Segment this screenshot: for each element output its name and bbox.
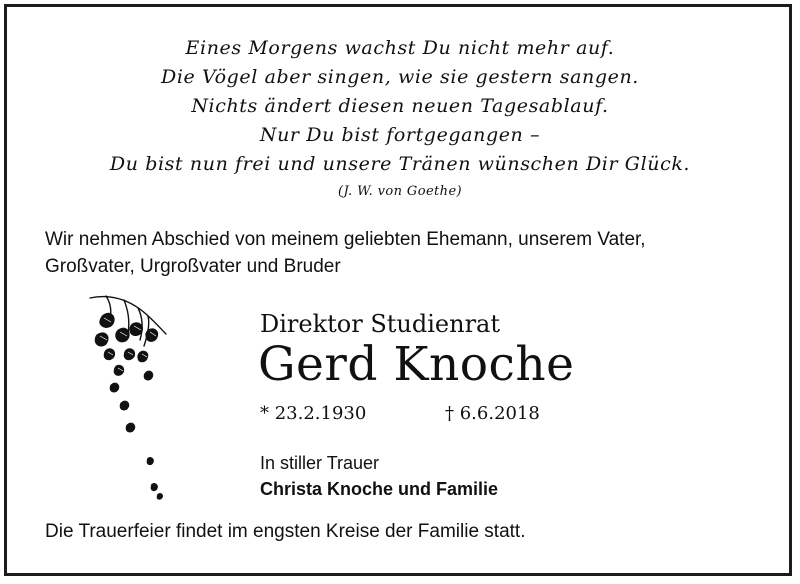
- intro-text: [45, 226, 765, 280]
- poem-source: (J. W. von Goethe): [337, 184, 463, 199]
- funeral-note: Die Trauerfeier findet im engsten Kreise der Familie statt.: [45, 521, 526, 542]
- poem-line-5: Du bist nun frei und unsere Tränen wünschen Dir Glück.: [109, 153, 691, 175]
- mourners-label: In stiller Trauer: [260, 453, 380, 473]
- falling-leaves-branch-icon: [88, 290, 178, 505]
- birth-date: * 23.2.1930: [260, 403, 367, 424]
- deceased-name: Gerd Knoche: [258, 337, 575, 392]
- poem-line-3: Nichts ändert diesen neuen Tagesablauf.: [191, 95, 609, 117]
- poem-line-1: Eines Morgens wachst Du nicht mehr auf.: [185, 37, 615, 59]
- mourners-names: Christa Knoche und Familie: [260, 479, 499, 499]
- deceased-title: Direktor Studienrat: [260, 310, 500, 338]
- mourners-block: [260, 450, 498, 502]
- poem: [0, 34, 800, 179]
- poem-line-4: Nur Du bist fortgegangen –: [259, 124, 541, 146]
- intro-line-1: Wir nehmen Abschied von meinem geliebten Ehemann, unserem Vater,: [45, 229, 646, 250]
- intro-line-2: Großvater, Urgroßvater und Bruder: [45, 256, 341, 277]
- death-date: † 6.6.2018: [445, 403, 540, 424]
- poem-line-2: Die Vögel aber singen, wie sie gestern sangen.: [161, 66, 639, 88]
